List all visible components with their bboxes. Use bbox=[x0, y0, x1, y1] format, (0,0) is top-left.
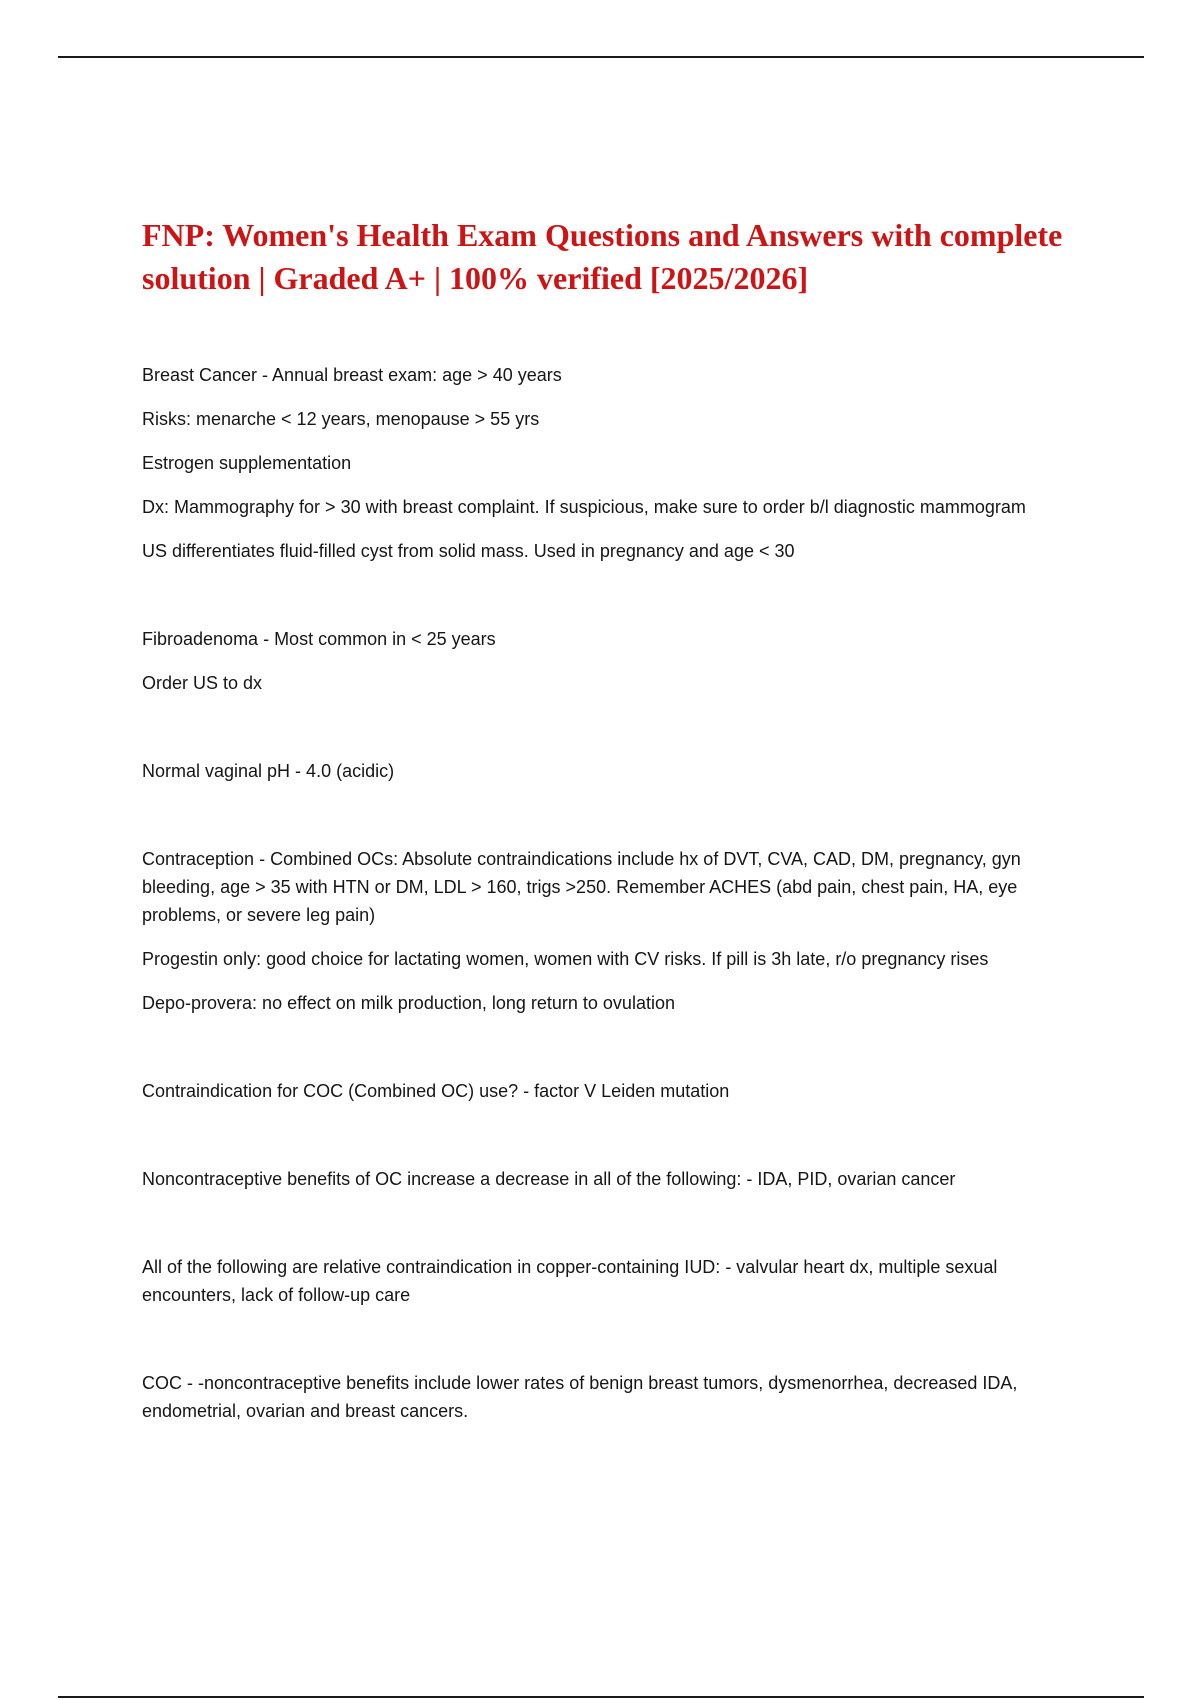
text-line: Progestin only: good choice for lactating women, women with CV risks. If pill is 3h late, r/o pregnancy rises bbox=[142, 949, 989, 969]
qa-block-coc-benefits bbox=[142, 1369, 1072, 1425]
text-line: Contraindication for COC (Combined OC) use? - factor V Leiden mutation bbox=[142, 1081, 730, 1101]
qa-block-coc-contraindication bbox=[142, 1077, 1072, 1105]
qa-block-breast-cancer bbox=[142, 361, 1072, 565]
text-line: Depo-provera: no effect on milk production, long return to ovulation bbox=[142, 993, 675, 1013]
block-spacer bbox=[142, 1033, 1072, 1077]
text-line: Fibroadenoma - Most common in < 25 years bbox=[142, 629, 496, 649]
text-line: Risks: menarche < 12 years, menopause > 55 yrs bbox=[142, 409, 540, 429]
block-spacer bbox=[142, 801, 1072, 845]
text-line: US differentiates fluid-filled cyst from solid mass. Used in pregnancy and age < 30 bbox=[142, 541, 795, 561]
text-line: COC - -noncontraceptive benefits include lower rates of benign breast tumors, dysmenorrhea, decreased IDA, endometrial, ovarian and breast cancers. bbox=[142, 1373, 1018, 1421]
text-line: Estrogen supplementation bbox=[142, 453, 352, 473]
qa-block-oc-benefits bbox=[142, 1165, 1072, 1193]
block-spacer bbox=[142, 713, 1072, 757]
text-line: All of the following are relative contraindication in copper-containing IUD: - valvular heart dx, multiple sexual encounters, lack of follow-up care bbox=[142, 1257, 998, 1305]
qa-block-contraception bbox=[142, 845, 1072, 1017]
block-spacer bbox=[142, 1121, 1072, 1165]
qa-block-fibroadenoma bbox=[142, 625, 1072, 697]
document-title: FNP: Women's Health Exam Questions and Answers with complete solution | Graded A+ | 100% verified [2025/2026] bbox=[142, 217, 1063, 296]
bottom-rule bbox=[58, 1696, 1144, 1698]
text-line: Normal vaginal pH - 4.0 (acidic) bbox=[142, 761, 395, 781]
top-rule bbox=[58, 56, 1144, 58]
block-spacer bbox=[142, 1325, 1072, 1369]
qa-block-iud bbox=[142, 1253, 1072, 1309]
text-line: Dx: Mammography for > 30 with breast complaint. If suspicious, make sure to order b/l diagnostic mammogram bbox=[142, 497, 1026, 517]
document-body bbox=[142, 361, 1072, 1441]
block-spacer bbox=[142, 1209, 1072, 1253]
text-line: Noncontraceptive benefits of OC increase a decrease in all of the following: - IDA, PID, ovarian cancer bbox=[142, 1169, 956, 1189]
text-line: Breast Cancer - Annual breast exam: age > 40 years bbox=[142, 365, 562, 385]
qa-block-vaginal-ph bbox=[142, 757, 1072, 785]
block-spacer bbox=[142, 581, 1072, 625]
text-line: Order US to dx bbox=[142, 673, 263, 693]
text-line: Contraception - Combined OCs: Absolute contraindications include hx of DVT, CVA, CAD, DM, pregnancy, gyn bleeding, age > 35 with HTN or DM, LDL > 160, trigs >250. Remember ACHES (abd pain, chest pain, HA, eye problems, or severe leg pain) bbox=[142, 849, 1021, 925]
